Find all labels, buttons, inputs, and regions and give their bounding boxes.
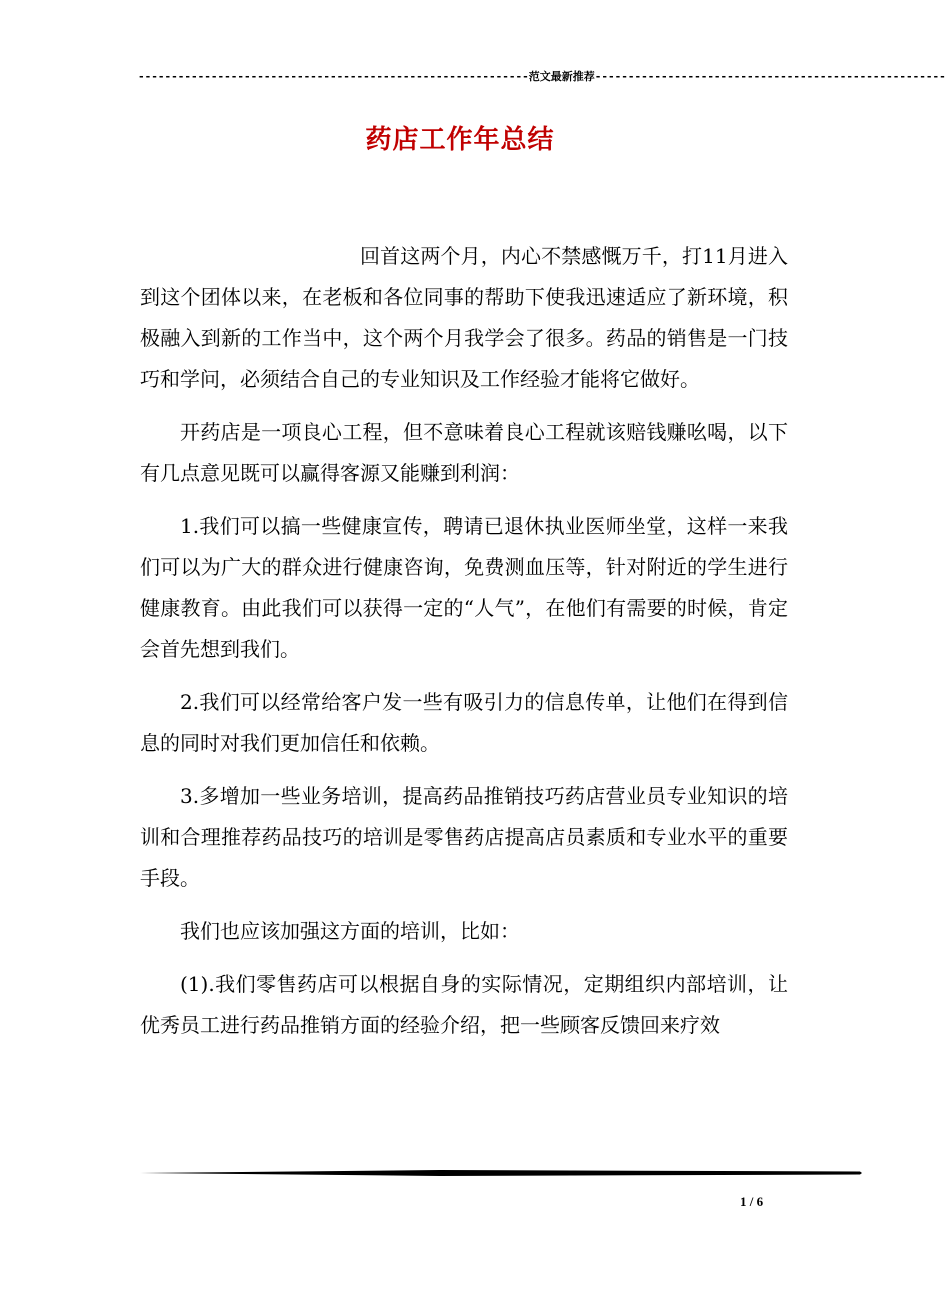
paragraph-training-item-1: (1).我们零售药店可以根据自身的实际情况，定期组织内部培训，让优秀员工进行药品推销方面的经验介绍，把一些顾客反馈回来疗效 bbox=[140, 972, 788, 1037]
paragraph-opinion-lead: 开药店是一项良心工程，但不意味着良心工程就该赔钱赚吆喝，以下有几点意见既可以赢得客源又能赚到利润： bbox=[140, 420, 788, 485]
paragraph-point-2: 2.我们可以经常给客户发一些有吸引力的信息传单，让他们在得到信息的同时对我们更加信任和依赖。 bbox=[140, 690, 788, 755]
footer-divider bbox=[140, 1168, 862, 1178]
page-number: 1 / 6 bbox=[740, 1194, 764, 1209]
header-banner: -----------------------------------------------------------范文最新推荐----------------------------------------------------- bbox=[138, 70, 946, 83]
document-body bbox=[140, 236, 788, 1058]
paragraph-training-lead: 我们也应该加强这方面的培训，比如： bbox=[180, 919, 520, 943]
paragraph-intro: 回首这两个月，内心不禁感慨万千，打11月进入到这个团体以来，在老板和各位同事的帮助下使我迅速适应了新环境，积极融入到新的工作当中，这个两个月我学会了很多。药品的销售是一门技巧和学问，必须结合自己的专业知识及工作经验才能将它做好。 bbox=[140, 244, 788, 391]
paragraph-point-1: 1.我们可以搞一些健康宣传，聘请已退休执业医师坐堂，这样一来我们可以为广大的群众进行健康咨询，免费测血压等，针对附近的学生进行健康教育。由此我们可以获得一定的“人气”，在他们有需要的时候，肯定会首先想到我们。 bbox=[140, 514, 788, 661]
document-title: 药店工作年总结 bbox=[365, 125, 555, 155]
paragraph-point-3: 3.多增加一些业务培训，提高药品推销技巧药店营业员专业知识的培训和合理推荐药品技巧的培训是零售药店提高店员素质和专业水平的重要手段。 bbox=[140, 784, 788, 890]
